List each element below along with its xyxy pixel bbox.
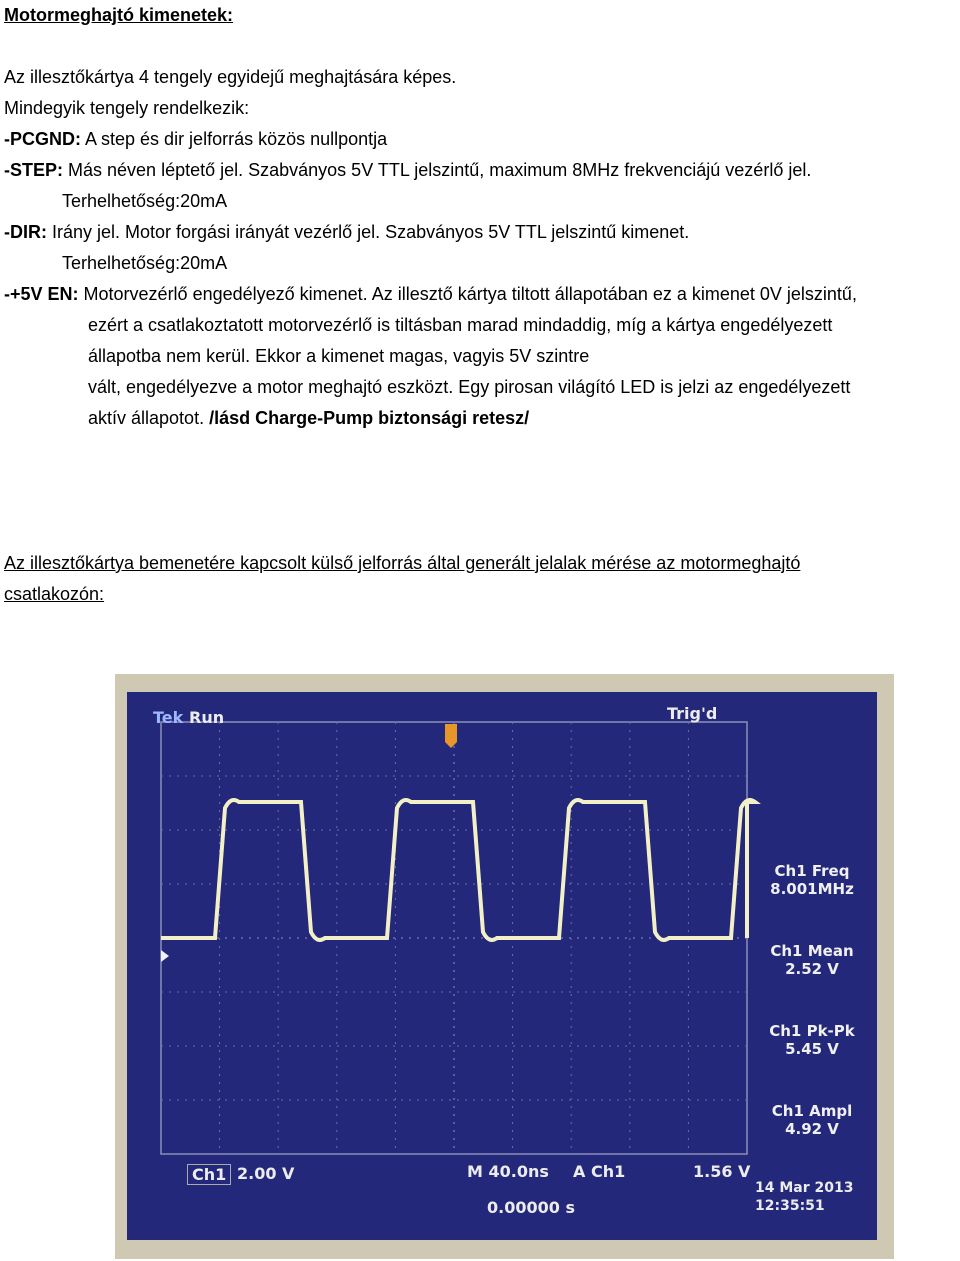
measurement-pkpk — [757, 1022, 867, 1058]
run-status: Run — [189, 708, 225, 727]
step-load: Terhelhetőség:20mA — [62, 191, 228, 211]
measurement-heading-line-2: csatlakozón: — [4, 584, 105, 604]
pcgnd-label: -PCGND: — [4, 129, 81, 149]
dir-load: Terhelhetőség:20mA — [62, 253, 228, 273]
dir-text: Irány jel. Motor forgási irányát vezérlő jel. Szabványos 5V TTL jelszintű kimenet. — [47, 222, 690, 242]
step-line — [4, 155, 956, 186]
tek-logo: Tek — [153, 708, 184, 727]
measurement-ampl — [757, 1102, 867, 1138]
page-title: Motormeghajtó kimenetek: — [4, 5, 234, 25]
intro-line-1: Az illesztőkártya 4 tengely egyidejű meghajtására képes. — [4, 67, 457, 87]
measurement-mean — [757, 942, 867, 978]
pcgnd-line — [4, 124, 956, 155]
oscilloscope-photo — [115, 674, 894, 1259]
measurement-pkpk-name: Ch1 Pk-Pk — [769, 1022, 855, 1040]
charge-pump-reference: /lásd Charge-Pump biztonsági retesz/ — [209, 408, 530, 428]
en-line-1 — [4, 279, 956, 310]
dir-line — [4, 217, 956, 248]
step-label: -STEP: — [4, 160, 64, 180]
en-line-2: ezért a csatlakoztatott motorvezérlő is tiltásban marad mindaddig, míg a kártya engedélyezett — [88, 315, 833, 335]
timebase: M 40.0ns — [467, 1162, 549, 1181]
pcgnd-text: A step és dir jelforrás közös nullpontja — [81, 129, 388, 149]
dir-label: -DIR: — [4, 222, 47, 242]
measurement-pkpk-value: 5.45 V — [785, 1040, 839, 1058]
trigger-source: A Ch1 — [573, 1162, 626, 1181]
en-text-1: Motorvezérlő engedélyező kimenet. — [78, 284, 368, 304]
measurement-freq-value: 8.001MHz — [770, 880, 854, 898]
capture-time: 12:35:51 — [755, 1198, 825, 1214]
measurement-freq — [757, 862, 867, 898]
en-line-3: állapotba nem kerül. Ekkor a kimenet magas, vagyis 5V szintre — [88, 346, 590, 366]
document-body — [4, 0, 956, 434]
en-text-5a: aktív állapotot. — [88, 408, 210, 428]
trigger-status: Trig'd — [667, 704, 718, 723]
ch1-indicator: Ch1 — [187, 1164, 231, 1185]
en-label: -+5V EN: — [4, 284, 79, 304]
ch1-scale: 2.00 V — [237, 1164, 295, 1183]
en-line-5 — [4, 403, 956, 434]
measurement-heading — [4, 548, 956, 610]
measurement-mean-name: Ch1 Mean — [770, 942, 854, 960]
en-text-2: Az illesztő kártya tiltott állapotában ez a kimenet 0V jelszintű, — [367, 284, 857, 304]
measurement-heading-line-1: Az illesztőkártya bemenetére kapcsolt külső jelforrás által generált jelalak mérése az motormeghajtó — [4, 553, 801, 573]
oscilloscope-screen — [127, 692, 877, 1240]
trigger-level: 1.56 V — [693, 1162, 751, 1181]
measurement-mean-value: 2.52 V — [785, 960, 839, 978]
measurement-freq-name: Ch1 Freq — [774, 862, 850, 880]
intro-line-2: Mindegyik tengely rendelkezik: — [4, 98, 250, 118]
capture-date: 14 Mar 2013 — [755, 1180, 854, 1196]
horizontal-position: 0.00000 s — [487, 1198, 575, 1217]
step-text: Más néven léptető jel. Szabványos 5V TTL jelszintű, maximum 8MHz frekvenciájú vezérlő jel. — [63, 160, 812, 180]
en-line-4: vált, engedélyezve a motor meghajtó eszközt. Egy pirosan világító LED is jelzi az engedélyezett — [88, 377, 851, 397]
measurement-ampl-value: 4.92 V — [785, 1120, 839, 1138]
measurement-ampl-name: Ch1 Ampl — [771, 1102, 853, 1120]
